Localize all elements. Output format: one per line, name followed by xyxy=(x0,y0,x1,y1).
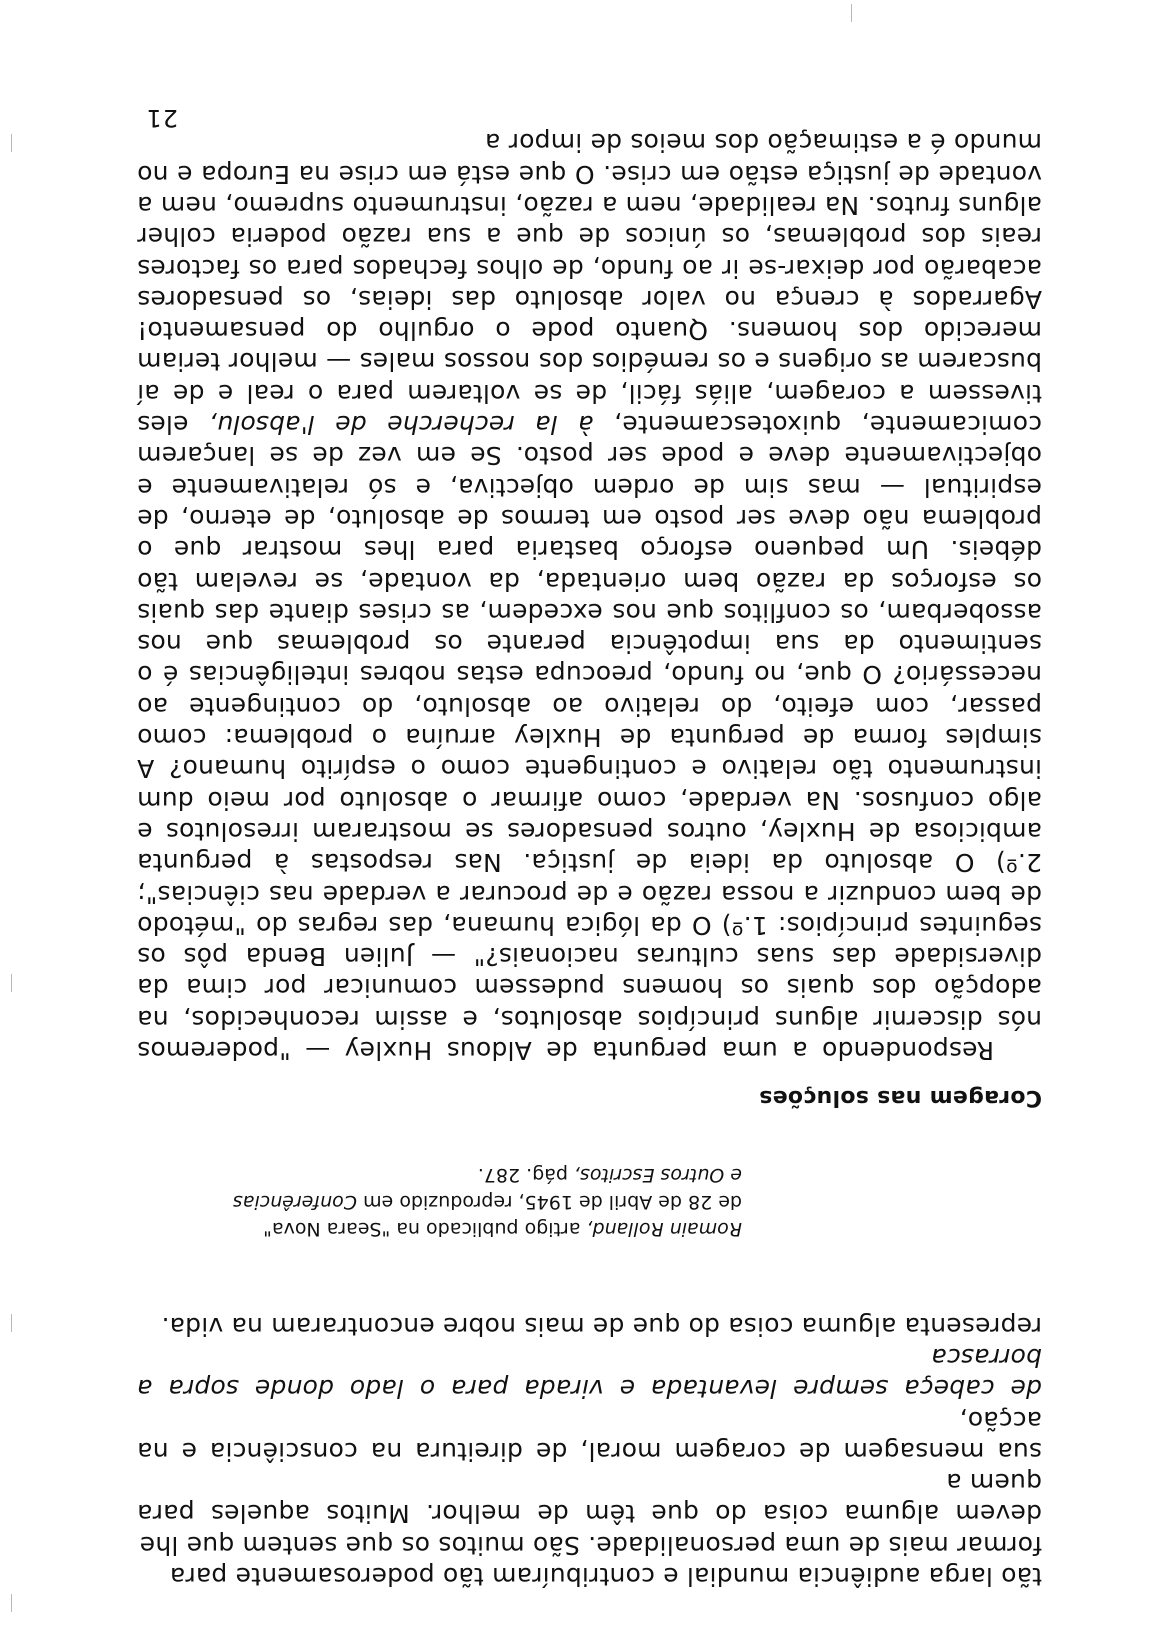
citation-line2: de 28 de Abril de 1945, reproduzido em xyxy=(357,1191,742,1213)
top-line-5: representa alguma coisa do que de mais nobre encontraram na vida. xyxy=(161,1311,1042,1341)
main-paragraph-part1: Respondendo a uma pergunta de Aldous Huxley — "poderemos nós discernir alguns princípios absolutos, e assim reconhecidos, na adopção dos quais os homens pudessem comunicar por cima da diversidade das suas culturas nacionais?" — Julien Benda pôs os seguintes princípios: 1.º) O da lógica humana, das regras do "método de bem conduzir a nossa razão e de procurar a verdade nas ciências"; 2.º) O absoluto da ideia de justiça. Nas respostas à pergunta ambiciosa de Huxley, outros pensadores se mostraram irresolutos e algo confusos. Na verdade, como afirmar o absoluto por meio dum instrumento tão relativo e contingente como o espírito humano? A simples forma de pergunta de Huxley arruína o problema: como passar, com efeito, do relativo ao absoluto, do contingente ao necessário? O que, no fundo, preocupa estas nobres inteligências é o sentimento da sua impotência perante os problemas que nos assoberbam, os conflitos que nos excedem, as crises diante das quais os esforços da razão bem orientada, da vontade, se revelam tão débeis. Um pequeno esforço bastaria para lhes mostrar que o problema não deve ser posto em termos de absoluto, de eterno, de espiritual — mas sim de ordem objectiva, e só relativamente e objectivamente deve e pode ser posto. Se em vez de se lançarem comicamente, quixotescamente, xyxy=(137,410,1042,1065)
page-number: 21 xyxy=(145,104,178,132)
citation-line1-rest: artigo publicado na "Seara Nova" xyxy=(263,1218,587,1240)
top-paragraph-text xyxy=(137,1310,1042,1592)
section-title: Coragem nas soluções xyxy=(758,1085,1042,1110)
main-paragraph-text xyxy=(137,127,1042,1066)
citation-line2-italic: Conferências xyxy=(232,1191,358,1213)
top-line-3: devem alguma coisa do que têm de melhor. Muitos aqueles para quem a xyxy=(137,1468,1042,1529)
top-paragraph xyxy=(137,1310,1042,1592)
scan-margin-mark xyxy=(11,1594,12,1612)
citation-line3-italic: e Outros Escritos, xyxy=(573,1164,742,1186)
top-line-italic: de cabeça sempre levantada e virada para o lado donde sopra a borrasca xyxy=(137,1342,1042,1404)
citation-author: Romain Rolland, xyxy=(586,1218,742,1240)
citation-line3-rest: pág. 287. xyxy=(477,1164,574,1186)
scan-margin-mark xyxy=(11,134,12,152)
scan-margin-mark xyxy=(11,974,12,992)
top-line-4: sua mensagem de coragem moral, de direitura na consciência e na acção, xyxy=(137,1405,1042,1466)
main-paragraph-part2: eles tivessem a coragem, aliás fácil, de se voltarem para o real e de aí buscarem as origens e os remédios dos nossos males — melhor teriam merecido dos homens. Quanto pode o orgulho do pensamento! Agarrados à crença no valor absoluto das ideias, os pensadores acabarão por deixar-se ir ao fundo, de olhos fechados para os factores reais dos problemas, os únicos de que a sua razão poderia colher alguns frutos. Na realidade, nem a razão, instrumento supremo, nem a vontade de justiça estão em crise. O que está em crise na Europa e no mundo é a estimação dos meios de impor a xyxy=(136,128,1042,440)
scan-margin-mark xyxy=(11,1314,12,1332)
top-line-2: formar mais de uma personalidade. São muitos os que sentem que lhe xyxy=(139,1530,1042,1560)
top-line-1: tão larga audiência mundial e contribuíram tão poderosamente para xyxy=(169,1562,1042,1591)
main-paragraph-italic: à la recherche de l'absolu, xyxy=(208,410,594,440)
main-paragraph xyxy=(137,127,1042,1066)
scan-margin-mark xyxy=(851,4,852,22)
citation xyxy=(142,1161,742,1242)
